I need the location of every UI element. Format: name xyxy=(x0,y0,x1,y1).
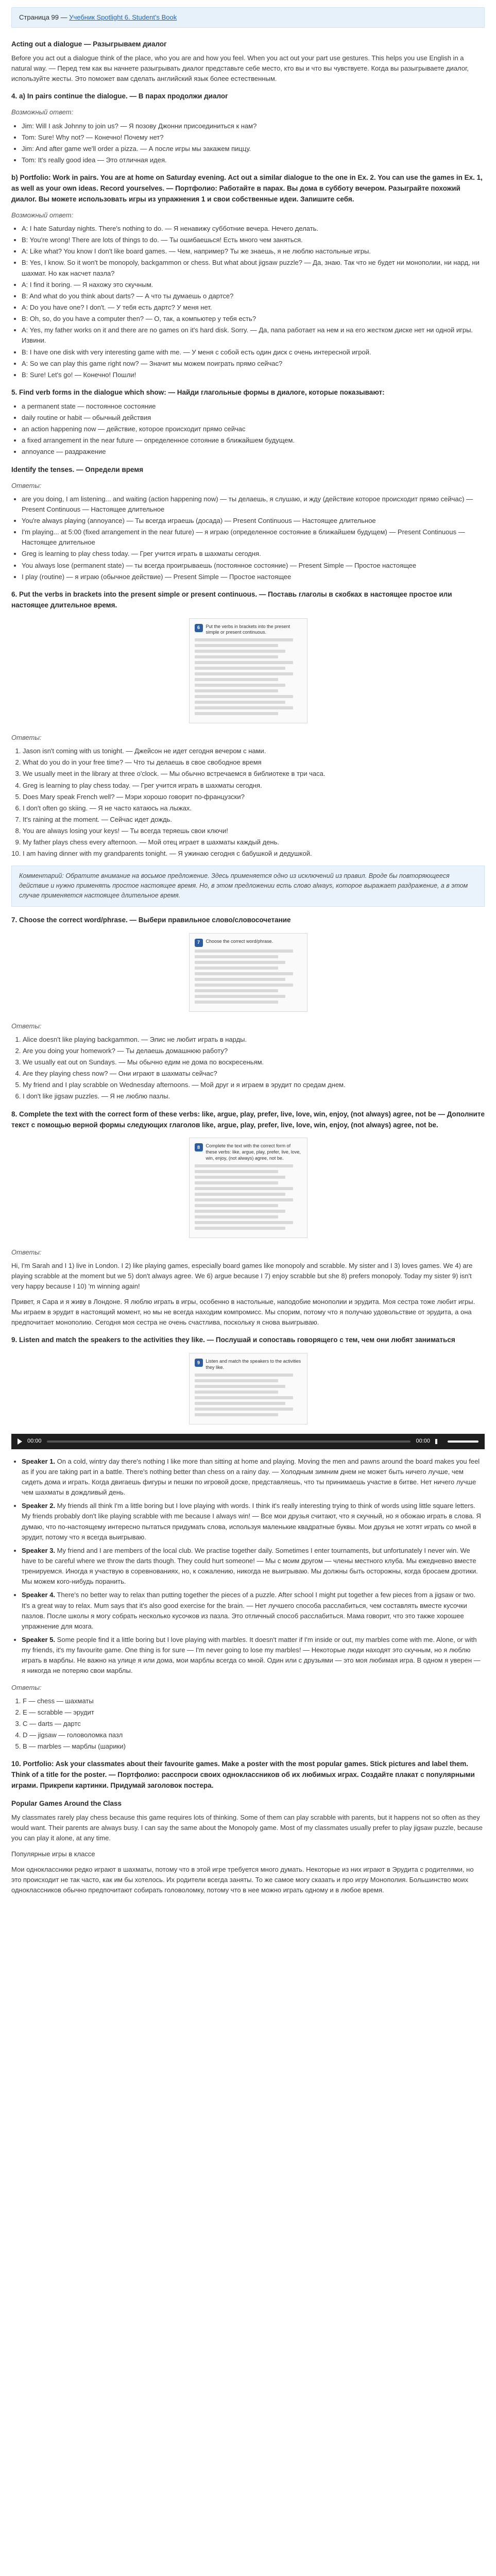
list-item: 8. You are always losing your keys! — Ты всегда теряешь свои ключи! xyxy=(23,826,485,836)
page xyxy=(0,7,496,1916)
poster-title: Popular Games Around the Class xyxy=(11,1800,122,1808)
list-item: • Jim: Will I ask Johnny to join us? — Я позову Джонни присоединиться к нам? xyxy=(22,121,485,131)
breadcrumb xyxy=(11,7,485,28)
list-item: • B: You're wrong! There are lots of things to do. — Ты ошибаешься! Есть много чем заняться. xyxy=(22,235,485,245)
section-text: Before you act out a dialogue think of the place, who you are and how you feel. When you act out your part use gestures. This helps you use English in a natural way. — Перед тем как вы начнете разыгрывать диалог представьте себе место, кто вы и что вы чувствуете. Когда вы разыгрываете диалог, используйте жесты. Это поможет вам сделать английский язык более естественным. xyxy=(11,54,469,83)
list-item: 4. D — jigsaw — головоломка пазл xyxy=(23,1730,485,1740)
list-item: 5. Does Mary speak French well? — Мэри хорошо говорит по-французски? xyxy=(23,792,485,802)
figure-caption: Complete the text with the correct form of these verbs: like, argue, play, prefer, live, love, win, enjoy, (not always) agree, not be. xyxy=(206,1143,301,1161)
exercise-number-badge: 7 xyxy=(195,939,203,947)
audio-duration: 00:00 xyxy=(416,1438,430,1445)
exercise-7-heading: 7. Choose the correct word/phrase. — Выбери правильное слово/словосочетание xyxy=(11,916,291,924)
figure-caption: Put the verbs in brackets into the present simple or present continuous. xyxy=(206,623,290,635)
exercise-10-heading: 10. Portfolio: Ask your classmates about their favourite games. Make a poster with the most popular games. Stick pictures and label them. Think of a title for the poster. — Портфолио: расспроси своих одноклассников об их любимых играх. Создайте плакат с популярными играми. Прикрепи картинки. Придумай заголовок постера. xyxy=(11,1760,475,1790)
translation-text: Мои одноклассники редко играют в шахматы, потому что в этой игре требуется много думать. Некоторые из них играют в Эрудита с родителями, но это происходит не так часто, как им бы хотелось. Их родители всегда заняты. То же самое могу сказать и про игру Монополия. Большинство моих одноклассников обычно предпочитают собирать головоломку, потому что в нее можно играть одному и в любое время. xyxy=(11,1865,474,1894)
answer-label: Ответы: xyxy=(11,1022,42,1030)
list-item: • Tom: It's really good idea — Это отличная идея. xyxy=(22,155,485,165)
figure-caption: Choose the correct word/phrase. xyxy=(206,938,273,944)
list-item xyxy=(22,1501,485,1543)
list-item: 6. I don't often go skiing. — Я не часто катаюсь на лыжах. xyxy=(23,803,485,814)
volume-icon[interactable] xyxy=(435,1439,442,1444)
list-item: 3. C — darts — дартс xyxy=(23,1719,485,1729)
figure-text-lines xyxy=(195,950,302,1004)
answer-text: Hi, I'm Sarah and I 1) live in London. I 2) like playing games, especially board games like monopoly and scrabble. My sister and I 3) loves games. We 4) are playing scrabble at the moment but we 5) don't always agree. We 6) argue because I 7) enjoy scrabble but she 8) prefers monopoly. Today my sister 9) isn't very happy because I 10) 'm winning again! xyxy=(11,1261,473,1290)
speaker-name: Speaker 5. xyxy=(22,1636,56,1644)
answer-label: Ответы: xyxy=(11,734,42,742)
exercise-number-badge: 9 xyxy=(195,1359,203,1367)
list-item: • Greg is learning to play chess today. — Грег учится играть в шахматы сегодня. xyxy=(22,549,485,559)
answer-label: Ответы: xyxy=(11,481,42,489)
list-item: • B: I have one disk with very interesting game with me. — У меня с собой есть один диск с очень интересной игрой. xyxy=(22,347,485,358)
speaker-name: Speaker 3. xyxy=(22,1546,56,1554)
list-item: 2. E — scrabble — эрудит xyxy=(23,1707,485,1718)
dialogue-list xyxy=(11,224,485,380)
speaker-text: My friend and I are members of the local club. We practise together daily. Sometimes I enter tournaments, but unfortunately I never win. We have to be careful where we throw the darts though. They could hurt someone! — Мы с моим другом — члены местного клуба. Мы ежедневно вместе тренируемся. Иногда я участвую в соревнованиях, но, к сожалению, никогда не выигрываю. Мы должны быть осторожны, когда бросаем дротики. Мы можем кого-нибудь поранить. xyxy=(22,1546,478,1586)
page-number: Страница 99 — xyxy=(19,13,67,21)
exercise-6-heading: 6. Put the verbs in brackets into the present simple or present continuous. — Поставь глаголы в скобках в настоящее простое или настоящее длительное время. xyxy=(11,590,452,609)
list-item: • A: Yes, my father works on it and there are no games on it's hard disk. Sorry. — Да, папа работает на нем и на его жестком диске нет ни одной игры. Извини. xyxy=(22,325,485,346)
identify-tenses-heading: Identify the tenses. — Определи время xyxy=(11,465,144,473)
list-item: 10. I am having dinner with my grandparents tonight. — Я ужинаю сегодня с бабушкой и дедушкой. xyxy=(23,849,485,859)
audio-player[interactable] xyxy=(11,1434,485,1449)
speakers-list xyxy=(11,1456,485,1676)
speaker-text: Some people find it a little boring but I love playing with marbles. It doesn't matter if I'm inside or out, my marbles come with me. Alone, or with my friends, it's my favourite game. One thing is for sure — I'm never going to lose my marbles! — Некоторые люди находят это скучным, но я люблю играть в марблы. Не важно на улице я или дома, мои марблы всегда со мной. Один или с друзьями — это моя любимая игра. В одном я уверен — я никогда не потеряю свои марблы. xyxy=(22,1636,481,1675)
answer-label: Возможный ответ: xyxy=(11,211,74,219)
textbook-exercise-image xyxy=(189,1138,307,1238)
exercise-number-badge: 6 xyxy=(195,624,203,632)
list-item: • You always lose (permanent state) — ты всегда проигрываешь (постоянное состояние) — Present Simple — Простое настоящее xyxy=(22,561,485,571)
speaker-text: There's no better way to relax than putting together the pieces of a puzzle. After school I might put together a few pieces from a jigsaw or two. It's a great way to relax. Mum says that it's also good exercise for the brain. — Нет лучшего способа расслабиться, чем составлять вместе кусочки пазлов. После школы я могу собрать несколько кусочков из пазла. Это отличный способ расслабиться. Мама говорит, что это также хорошее упражнение для мозга. xyxy=(22,1591,475,1630)
list-item: • A: I hate Saturday nights. There's nothing to do. — Я ненавижу субботние вечера. Нечего делать. xyxy=(22,224,485,234)
verb-forms-list xyxy=(11,401,485,457)
list-item: • A: I find it boring. — Я нахожу это скучным. xyxy=(22,280,485,290)
textbook-link[interactable]: Учебник Spotlight 6. Student's Book xyxy=(69,13,177,21)
list-item: 3. We usually meet in the library at three o'clock. — Мы обычно встречаемся в библиотеке в три часа. xyxy=(23,769,485,779)
speaker-text: My friends all think I'm a little boring but I love playing with words. I think it's really interesting trying to think of words using little square letters. My friends probably don't like playing scrabble with me because I always win! — Все мои друзья считают, что я скучный, но я обожаю играть в слова. Я думаю, что по-настоящему интересно пытаться придумать слова, используя маленькие квадратные буквы. Мои друзья не хотят играть со мной в эрудит, потому что я всегда выигрываю. xyxy=(22,1502,481,1541)
list-item: • Tom: Sure! Why not? — Конечно! Почему нет? xyxy=(22,132,485,143)
exercise-4a-heading: 4. a) In pairs continue the dialogue. — В парах продолжи диалог xyxy=(11,92,228,100)
speaker-name: Speaker 1. xyxy=(22,1457,56,1465)
list-item: • an action happening now — действие, которое происходит прямо сейчас xyxy=(22,424,485,434)
poster-text: My classmates rarely play chess because this game requires lots of thinking. Some of them can play scrabble with parents, but it happens not so often as they would want. Their parents are always busy. I can say the same about the Monopoly game. Most of my classmates usually prefer to play jigsaw puzzle, because you can play it alone, at any time. xyxy=(11,1814,483,1842)
exercise-number-badge: 8 xyxy=(195,1143,203,1151)
play-icon[interactable] xyxy=(18,1438,22,1445)
exercise-9-heading: 9. Listen and match the speakers to the activities they like. — Послушай и сопоставь говорящего с тем, чем они любят заниматься xyxy=(11,1336,455,1344)
audio-time: 00:00 xyxy=(27,1438,42,1445)
list-item: • daily routine or habit — обычный действия xyxy=(22,413,485,423)
list-item: • B: Yes, I know. So it won't be monopoly, backgammon or chess. But what about jigsaw puzzle? — Да, знаю. Так что не будет ни монополии, ни нард, ни шахмат. Но как насчет пазла? xyxy=(22,258,485,278)
list-item xyxy=(22,1546,485,1587)
list-item: 4. Greg is learning to play chess today. — Грег учится играть в шахматы сегодня. xyxy=(23,781,485,791)
list-item: • B: Sure! Let's go! — Конечно! Пошли! xyxy=(22,370,485,380)
list-item: • B: Oh, so, do you have a computer then? — О, так, а компьютер у тебя есть? xyxy=(22,314,485,324)
list-item: 2. Are you doing your homework? — Ты делаешь домашнюю работу? xyxy=(23,1046,485,1056)
list-item: • A: So we can play this game right now? — Значит мы можем поиграть прямо сейчас? xyxy=(22,359,485,369)
list-item: 1. Alice doesn't like playing backgammon. — Элис не любит играть в нарды. xyxy=(23,1035,485,1045)
list-item: • a permanent state — постоянное состояние xyxy=(22,401,485,412)
list-item: 6. I don't like jigsaw puzzles. — Я не люблю пазлы. xyxy=(23,1091,485,1101)
list-item: 2. What do you do in your free time? — Что ты делаешь в свое свободное время xyxy=(23,757,485,768)
list-item: • a fixed arrangement in the near future — определенное сотояние в ближайшем будущем. xyxy=(22,435,485,446)
volume-slider[interactable] xyxy=(448,1440,478,1443)
speaker-name: Speaker 4. xyxy=(22,1591,56,1599)
exercise-5-heading: 5. Find verb forms in the dialogue which show: — Найди глагольные формы в диалоге, которые показывают: xyxy=(11,388,385,396)
exercise-4b-heading: b) Portfolio: Work in pairs. You are at home on Saturday evening. Act out a similar dialogue to the one in Ex. 2. You can use the games in Ex. 1, as well as your own ideas. Record yourselves. — Портфолио: Работайте в парах. Вы дома в субботу вечером. Разыграйте похожий диалог. Вы можете использовать игры из упражнения 1 и свои собственные идеи. Запишите себя. xyxy=(11,174,483,203)
list-item: • Jim: And after game we'll order a pizza. — А после игры мы закажем пиццу. xyxy=(22,144,485,154)
speaker-text: On a cold, wintry day there's nothing I like more than sitting at home and playing. Moving the men and pawns around the board makes you feel as if you are taking part in a battle. There's nothing better than chess on a rainy day. — Холодным зимним днем не может быть ничего лучше, чем сидеть дома и играть. Когда двигаешь фигуры и пешки по игровой доске, представляешь, что ты принимаешь участие в битве. Нет ничего лучше чем шахматы в дождливый день. xyxy=(22,1457,480,1497)
translation-text: Привет, я Сара и я живу в Лондоне. Я люблю играть в игры, особенно в настольные, наподобие монополии и эрудита. Моя сестра тоже любит игры. Мы играем в эрудит в настоящий момент, но мы не всегда находим компромисс. Мы спорим, потому что я получаю удовольствие от эрудита, а она предпочитает монополию. Сегодня моя сестра не очень счастлива, поскольку я снова выигрываю. xyxy=(11,1298,475,1327)
section-heading: Acting out a dialogue — Разыгрываем диалог xyxy=(11,40,167,48)
poster-subtitle: Популярные игры в классе xyxy=(11,1850,95,1858)
dialogue-list xyxy=(11,121,485,166)
tenses-list xyxy=(11,494,485,582)
list-item: • I'm playing... at 5:00 (fixed arrangement in the near future) — я играю (определенное состояние в ближайшем будущем) — Present Continuous — Настоящее длительное xyxy=(22,527,485,548)
answer-label: Ответы: xyxy=(11,1683,42,1691)
list-item: • annoyance — раздражение xyxy=(22,447,485,457)
list-item: • A: Like what? You know I don't like board games. — Чем, например? Ты же знаешь, я не люблю настольные игры. xyxy=(22,246,485,257)
list-item: • I play (routine) — я играю (обычное действие) — Present Simple — Простое настоящее xyxy=(22,572,485,582)
list-item xyxy=(22,1456,485,1498)
comment-box: Комментарий: Обратите внимание на восьмое предложение. Здесь применяется одно из исключений из правил. Вроде бы повторяющееся действие и нужно применять простое настоящее время. Но, в этом предложении есть слово always, которое выражает раздражение, а в этом случае применяется настоящее длительное время. xyxy=(11,866,485,907)
exercise-8-heading: 8. Complete the text with the correct form of these verbs: like, argue, play, prefer, live, love, win, enjoy, (not always) agree, not be — Дополните текст с помощью верной формы следующих глаголов like, argue, play, prefer, live, love, win, enjoy, (not always) agree, not be. xyxy=(11,1110,485,1129)
list-item xyxy=(22,1590,485,1632)
list-item: • A: Do you have one? I don't. — У тебя есть дартс? У меня нет. xyxy=(22,302,485,313)
list-item: 7. It's raining at the moment. — Сейчас идет дождь. xyxy=(23,815,485,825)
textbook-exercise-image xyxy=(189,1353,307,1424)
list-item: • B: And what do you think about darts? — А что ты думаешь о дартсе? xyxy=(22,291,485,301)
list-item: • are you doing, I am listening... and waiting (action happening now) — ты делаешь, я слушаю, и жду (действие которое происходит прямо сейчас) — Present Continuous — Настоящее длительное xyxy=(22,494,485,515)
figure-text-lines xyxy=(195,638,302,715)
figure-text-lines xyxy=(195,1374,302,1416)
answers-list xyxy=(11,1696,485,1752)
list-item: • You're always playing (annoyance) — Ты всегда играешь (досада) — Present Continuous — Настоящее длительное xyxy=(22,516,485,526)
list-item: 1. Jason isn't coming with us tonight. — Джейсон не идет сегодня вечером с нами. xyxy=(23,746,485,756)
audio-seek-bar[interactable] xyxy=(47,1440,411,1443)
answer-label: Ответы: xyxy=(11,1248,42,1256)
list-item: 1. F — chess — шахматы xyxy=(23,1696,485,1706)
textbook-exercise-image xyxy=(189,618,307,723)
list-item: 3. We usually eat out on Sundays. — Мы обычно едим не дома по воскресеньям. xyxy=(23,1057,485,1067)
list-item xyxy=(22,1635,485,1676)
answer-label: Возможный ответ: xyxy=(11,108,74,116)
figure-caption: Listen and match the speakers to the activities they like. xyxy=(206,1359,301,1370)
textbook-exercise-image xyxy=(189,933,307,1012)
list-item: 4. Are they playing chess now? — Они играют в шахматы сейчас? xyxy=(23,1069,485,1079)
answers-list xyxy=(11,1035,485,1102)
answers-list xyxy=(11,746,485,859)
figure-text-lines xyxy=(195,1164,302,1230)
list-item: 5. B — marbles — марблы (шарики) xyxy=(23,1741,485,1752)
speaker-name: Speaker 2. xyxy=(22,1502,56,1510)
list-item: 5. My friend and I play scrabble on Wednesday afternoons. — Мой друг и я играем в эрудит по средам днем. xyxy=(23,1080,485,1090)
list-item: 9. My father plays chess every afternoon. — Мой отец играет в шахматы каждый день. xyxy=(23,837,485,848)
